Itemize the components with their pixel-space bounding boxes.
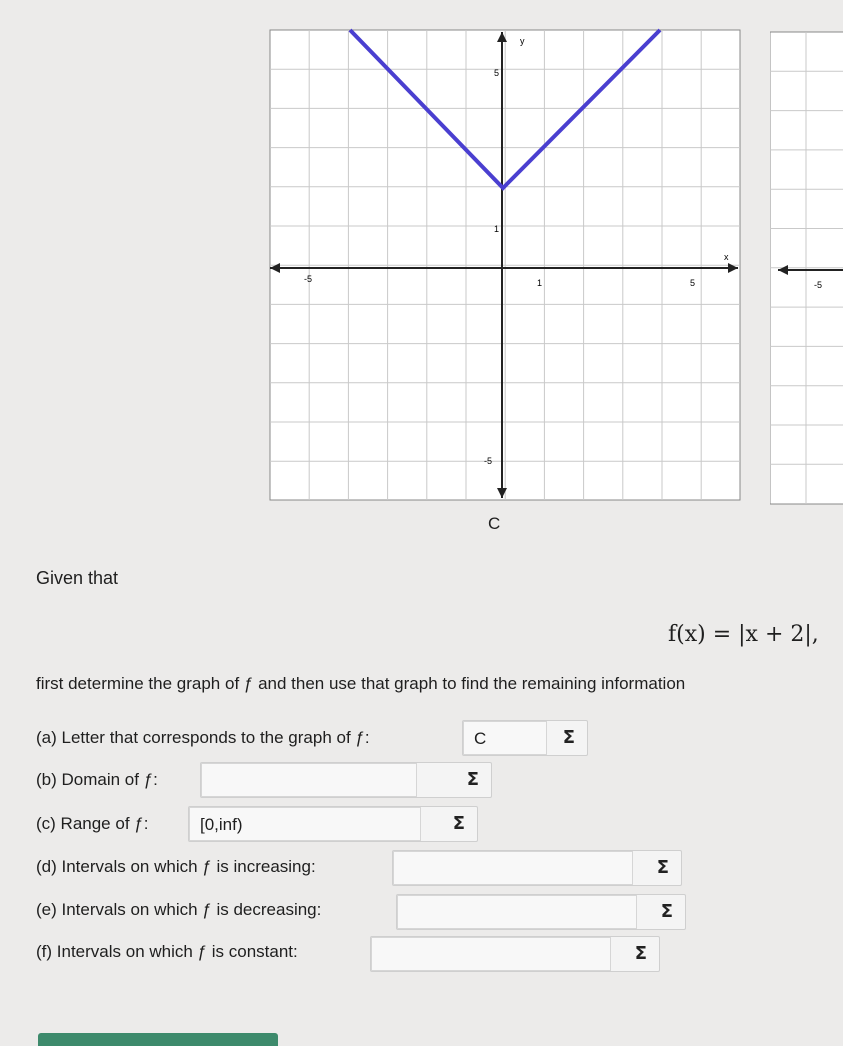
x-axis-label: x bbox=[724, 252, 729, 262]
answer-d-box[interactable] bbox=[392, 850, 682, 886]
answer-e-input[interactable] bbox=[397, 895, 637, 929]
answer-b-input[interactable] bbox=[201, 763, 417, 797]
answer-f-box[interactable] bbox=[370, 936, 660, 972]
graph-letter-label: C bbox=[488, 514, 501, 533]
graph-c bbox=[262, 22, 742, 502]
sigma-icon[interactable]: Σ bbox=[452, 813, 465, 834]
question-f-label: (f) Intervals on which ƒ is constant: bbox=[36, 942, 298, 961]
tick-label-x-neg5: -5 bbox=[304, 274, 313, 284]
tick-label-y-5: 5 bbox=[494, 68, 500, 78]
answer-a-box[interactable] bbox=[462, 720, 588, 756]
answer-e-box[interactable] bbox=[396, 894, 686, 930]
sigma-icon[interactable]: Σ bbox=[656, 857, 669, 878]
tick-label-partial: -5 bbox=[814, 280, 823, 290]
tick-label-x-5: 5 bbox=[690, 278, 696, 288]
instructions-text: first determine the graph of ƒ and then use that graph to find the remaining information bbox=[36, 674, 686, 693]
sigma-icon[interactable]: Σ bbox=[634, 943, 647, 964]
y-axis-label: y bbox=[520, 36, 525, 46]
question-e-label: (e) Intervals on which ƒ is decreasing: bbox=[36, 900, 322, 919]
tick-label-y-1: 1 bbox=[494, 224, 500, 234]
answer-c-box[interactable] bbox=[188, 806, 478, 842]
sigma-icon[interactable]: Σ bbox=[660, 901, 673, 922]
question-b-label: (b) Domain of ƒ: bbox=[36, 770, 158, 789]
question-c-label: (c) Range of ƒ: bbox=[36, 814, 149, 833]
question-d-label: (d) Intervals on which ƒ is increasing: bbox=[36, 857, 316, 876]
tick-label-y-neg5: -5 bbox=[484, 456, 493, 466]
answer-b-box[interactable] bbox=[200, 762, 492, 798]
sigma-icon[interactable]: Σ bbox=[466, 769, 479, 790]
formula-text: f(x) = |x + 2|, bbox=[668, 622, 819, 647]
answer-d-input[interactable] bbox=[393, 851, 633, 885]
answer-f-input[interactable] bbox=[371, 937, 611, 971]
submit-button-partial[interactable] bbox=[38, 1033, 278, 1046]
function-formula bbox=[668, 622, 819, 647]
tick-label-x-1: 1 bbox=[537, 278, 543, 288]
answer-c-input[interactable]: [0,inf) bbox=[189, 807, 421, 841]
graph-d-partial bbox=[770, 30, 843, 506]
answer-a-input[interactable]: C bbox=[463, 721, 547, 755]
given-text: Given that bbox=[36, 568, 119, 588]
question-a-label: (a) Letter that corresponds to the graph of ƒ: bbox=[36, 728, 370, 747]
sigma-icon[interactable]: Σ bbox=[562, 727, 575, 748]
